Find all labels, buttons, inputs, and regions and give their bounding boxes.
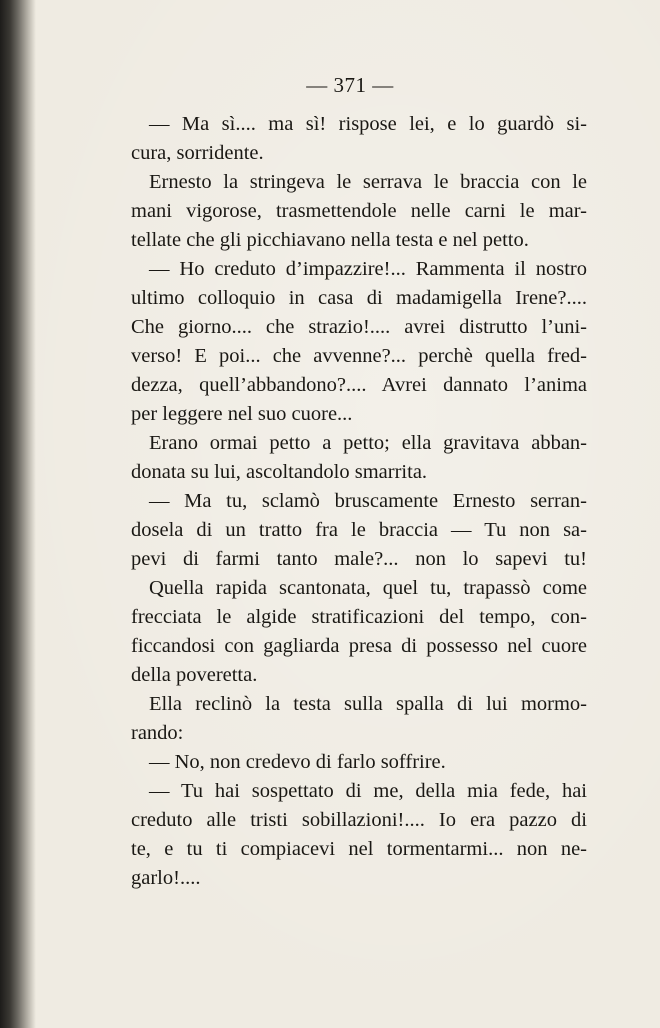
text-line: dosela di un tratto fra le braccia — Tu non sa- [131,519,587,541]
binding-edge [0,0,36,1028]
text-line: della poveretta. [131,664,258,686]
text-line: ficcandosi con gagliarda presa di possesso nel cuore [131,635,587,657]
text-line: rando: [131,722,184,744]
text-line: — Ho creduto d’impazzire!... Rammenta il nostro [149,258,587,280]
text-line: verso! E poi... che avvenne?... perchè quella fred- [131,345,587,367]
text-line: mani vigorose, trasmettendole nelle carni le mar- [131,200,587,222]
text-line: — Ma sì.... ma sì! rispose lei, e lo guardò si- [149,113,587,135]
body-text [131,110,587,893]
text-line: dezza, quell’abbandono?.... Avrei dannato l’anima [131,374,587,396]
page-number: — 371 — [306,73,394,97]
text-line: creduto alle tristi sobillazioni!.... Io era pazzo di [131,809,587,831]
text-line: Quella rapida scantonata, quel tu, trapassò come [149,577,587,599]
text-line: tellate che gli picchiavano nella testa e nel petto. [131,229,529,251]
text-line: — No, non credevo di farlo soffrire. [149,751,446,773]
text-line: garlo!.... [131,867,201,889]
text-line: — Tu hai sospettato di me, della mia fede, hai [149,780,587,802]
text-line: donata su lui, ascoltandolo smarrita. [131,461,428,483]
text-line: cura, sorridente. [131,142,264,164]
text-line: Ella reclinò la testa sulla spalla di lui mormo- [149,693,587,715]
text-line: per leggere nel suo cuore... [131,403,353,425]
text-line: pevi di farmi tanto male?... non lo sapevi tu! [131,548,587,570]
text-line: te, e tu ti compiacevi nel tormentarmi... non ne- [131,838,587,860]
text-line: Che giorno.... che strazio!.... avrei distrutto l’uni- [131,316,587,338]
text-line: ultimo colloquio in casa di madamigella Irene?.... [131,287,587,309]
text-line: Erano ormai petto a petto; ella gravitava abban- [149,432,587,454]
text-line: — Ma tu, sclamò bruscamente Ernesto serran- [149,490,587,512]
text-line: frecciata le algide stratificazioni del tempo, con- [131,606,587,628]
text-line: Ernesto la stringeva le serrava le braccia con le [149,171,587,193]
